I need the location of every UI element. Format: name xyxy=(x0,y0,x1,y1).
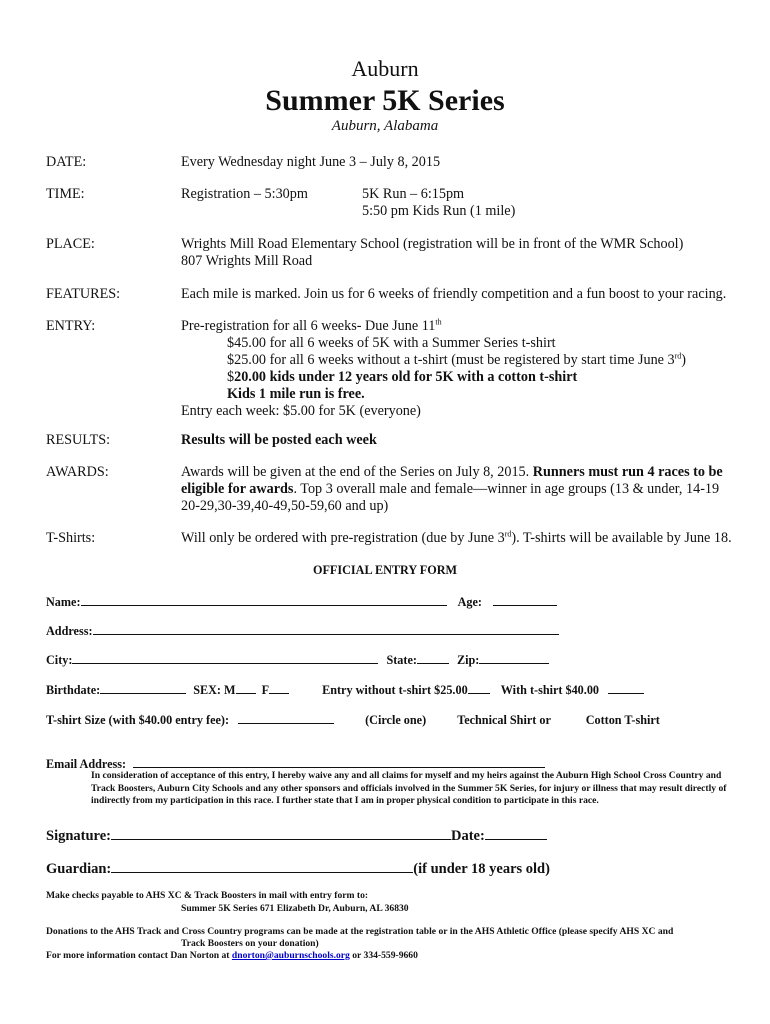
age-label: Age: xyxy=(457,595,482,609)
time-registration: Registration – 5:30pm xyxy=(181,186,308,202)
entry-line5: Kids 1 mile run is free. xyxy=(227,386,365,402)
address-input-line[interactable] xyxy=(93,623,559,635)
checks-payable-text: Make checks payable to AHS XC & Track Boosters in mail with entry form to: xyxy=(46,890,369,901)
time-kids: 5:50 pm Kids Run (1 mile) xyxy=(362,203,516,219)
circle-one-label: (Circle one) xyxy=(365,713,427,727)
guardian-row xyxy=(46,858,550,878)
signature-date-label: Date: xyxy=(451,828,485,844)
state-label: State: xyxy=(386,653,417,667)
birthdate-field-row xyxy=(46,682,644,698)
entry-without-input-line[interactable] xyxy=(468,682,490,694)
place-line2: 807 Wrights Mill Road xyxy=(181,253,313,269)
entry-label: ENTRY: xyxy=(46,318,96,334)
tshirt-size-label: T-shirt Size (with $40.00 entry fee): xyxy=(46,713,230,727)
sex-f-label: F xyxy=(261,683,270,697)
place-label: PLACE: xyxy=(46,236,95,252)
guardian-input-line[interactable] xyxy=(111,858,413,873)
zip-label: Zip: xyxy=(456,653,480,667)
time-row xyxy=(46,186,746,222)
date-label: DATE: xyxy=(46,154,87,170)
mail-address-text: Summer 5K Series 671 Elizabeth Dr, Auburn, AL 36830 xyxy=(181,903,409,914)
entry-with-input-line[interactable] xyxy=(608,682,644,694)
results-label: RESULTS: xyxy=(46,432,111,448)
page-title: Summer 5K Series xyxy=(265,84,505,117)
contact-line: For more information contact Dan Norton at dnorton@auburnschools.org or 334-559-9660 xyxy=(46,950,418,961)
age-input-line[interactable] xyxy=(493,594,557,606)
signature-date-input-line[interactable] xyxy=(485,825,547,840)
email-input-line[interactable] xyxy=(133,756,545,768)
time-5k: 5K Run – 6:15pm xyxy=(362,186,465,202)
tshirt-size-input-line[interactable] xyxy=(238,712,334,724)
signature-row xyxy=(46,825,547,845)
location-subtitle: Auburn, Alabama xyxy=(331,118,439,134)
tshirt-size-row xyxy=(46,712,660,728)
email-label: Email Address: xyxy=(46,757,127,771)
birthdate-input-line[interactable] xyxy=(100,682,186,694)
name-input-line[interactable] xyxy=(81,594,447,606)
signature-input-line[interactable] xyxy=(111,825,451,840)
entry-with-tshirt-label: With t-shirt $40.00 xyxy=(500,683,600,697)
contact-email-link[interactable]: dnorton@auburnschools.org xyxy=(231,950,350,961)
donations-line2: Track Boosters on your donation) xyxy=(181,938,319,949)
technical-shirt-option[interactable]: Technical Shirt or xyxy=(457,713,551,727)
zip-input-line[interactable] xyxy=(479,652,549,664)
results-value: Results will be posted each week xyxy=(181,432,377,448)
sex-label: SEX: M xyxy=(193,683,236,697)
entry-without-tshirt-label: Entry without t-shirt $25.00 xyxy=(322,683,468,697)
address-label: Address: xyxy=(46,624,93,638)
entry-line1: Pre-registration for all 6 weeks- Due June 11th xyxy=(181,317,442,334)
city-field-row xyxy=(46,652,549,668)
donations-line1: Donations to the AHS Track and Cross Country programs can be made at the registration table or in the AHS Athletic Office (please specify AHS XC and xyxy=(46,926,674,937)
birthdate-label: Birthdate: xyxy=(46,683,101,697)
features-value: Each mile is marked. Join us for 6 weeks of friendly competition and a fun boost to your racing. xyxy=(181,286,727,302)
header-line1: Auburn xyxy=(351,56,419,81)
place-line1: Wrights Mill Road Elementary School (registration will be in front of the WMR School) xyxy=(181,236,684,252)
entry-line6: Entry each week: $5.00 for 5K (everyone) xyxy=(181,403,421,419)
date-value: Every Wednesday night June 3 – July 8, 2015 xyxy=(181,154,441,170)
awards-value: Awards will be given at the end of the Series on July 8, 2015. Runners must run 4 races to be eligible for awards. Top 3 overall male and female—winner in age groups (13 & under, 14-19 20-29,30-39,40-49,50-59,60 and up) xyxy=(181,464,723,514)
sex-f-input-line[interactable] xyxy=(269,682,289,694)
city-label: City: xyxy=(46,653,73,667)
guardian-note: (if under 18 years old) xyxy=(413,861,550,877)
entry-line4: $20.00 kids under 12 years old for 5K with a cotton t-shirt xyxy=(227,369,578,385)
features-label: FEATURES: xyxy=(46,286,121,302)
time-label: TIME: xyxy=(46,186,85,202)
state-input-line[interactable] xyxy=(417,652,449,664)
waiver-text: In consideration of acceptance of this entry, I hereby waive any and all claims for myself and my heirs against the Auburn High School Cross Country and Track Boosters, Auburn City Schools and any other sponsors and officials involved in the Summer 5K Series, for injury or illness that may result directly of indirectly from my participation in this race. I further state that I am in proper physical condition to participate in this race. xyxy=(91,770,727,807)
entry-line3: $25.00 for all 6 weeks without a t-shirt (must be registered by start time June 3rd) xyxy=(227,351,687,368)
name-label: Name: xyxy=(46,595,81,609)
tshirts-label: T-Shirts: xyxy=(46,530,96,546)
sex-m-input-line[interactable] xyxy=(236,682,256,694)
awards-label: AWARDS: xyxy=(46,464,109,480)
entry-line2: $45.00 for all 6 weeks of 5K with a Summer Series t-shirt xyxy=(227,335,556,351)
signature-label: Signature: xyxy=(46,828,111,844)
name-field-row xyxy=(46,594,557,610)
city-input-line[interactable] xyxy=(72,652,378,664)
guardian-label: Guardian: xyxy=(46,861,112,877)
cotton-tshirt-option[interactable]: Cotton T-shirt xyxy=(585,713,660,727)
entry-form-heading: OFFICIAL ENTRY FORM xyxy=(312,563,458,577)
tshirts-value: Will only be ordered with pre-registration (due by June 3rd). T-shirts will be available by June 18. xyxy=(181,529,732,546)
address-field-row xyxy=(46,623,559,639)
